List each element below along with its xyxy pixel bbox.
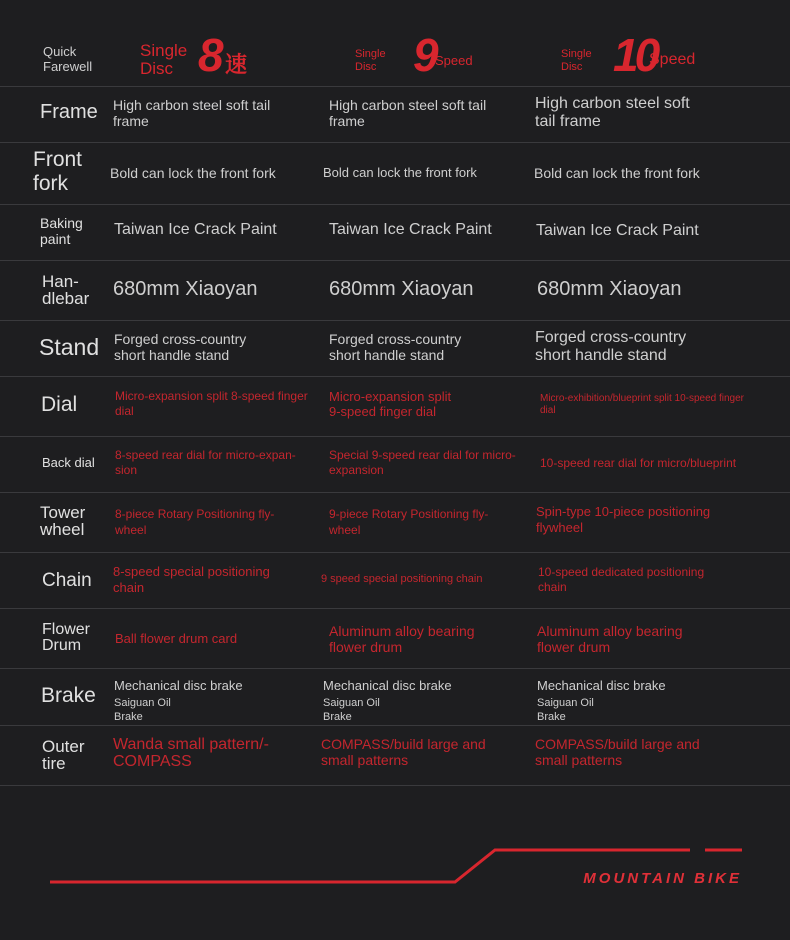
row-dial bbox=[0, 376, 790, 436]
row-label: Frame bbox=[40, 101, 98, 123]
cell-8-speed-alt: Saiguan Oil Brake bbox=[114, 697, 171, 723]
cell-9-speed: COMPASS/build large and small patterns bbox=[321, 736, 486, 768]
row-frame bbox=[0, 86, 790, 142]
cell-8-speed: Micro-expansion split 8-speed finger dial bbox=[115, 389, 308, 418]
cell-10-speed: Mechanical disc brake bbox=[537, 678, 666, 693]
cell-8-speed: Mechanical disc brake bbox=[114, 678, 243, 693]
cell-8-speed: 8-speed rear dial for micro-expan- sion bbox=[115, 448, 296, 477]
row-label: Tower wheel bbox=[40, 503, 86, 539]
table-bottom-border bbox=[0, 785, 790, 786]
row-stand bbox=[0, 320, 790, 376]
cell-9-speed-alt: Saiguan Oil Brake bbox=[323, 697, 380, 723]
row-outer-tire bbox=[0, 725, 790, 785]
cell-9-speed: Taiwan Ice Crack Paint bbox=[329, 221, 492, 238]
cell-10-speed: COMPASS/build large and small patterns bbox=[535, 736, 700, 768]
header-label: Quick Farewell bbox=[43, 44, 93, 74]
cell-8-speed: Taiwan Ice Crack Paint bbox=[114, 221, 277, 238]
row-label: Stand bbox=[39, 334, 100, 360]
row-label: Baking paint bbox=[40, 215, 83, 247]
row-label: Brake bbox=[41, 684, 96, 707]
row-baking-paint bbox=[0, 204, 790, 260]
cell-8-speed: Wanda small pattern/- COMPASS bbox=[113, 736, 269, 770]
spec-header bbox=[0, 0, 790, 86]
row-label: Han- dlebar bbox=[42, 272, 90, 308]
cell-9-speed: 9-piece Rotary Positioning fly- wheel bbox=[329, 507, 489, 537]
header-col-8-number: 8 bbox=[198, 29, 224, 81]
cell-10-speed: Bold can lock the front fork bbox=[534, 165, 700, 181]
cell-9-speed: Bold can lock the front fork bbox=[323, 165, 477, 180]
header-col-10-speed bbox=[561, 30, 721, 80]
header-col-9-suffix: Speed bbox=[435, 53, 473, 68]
cell-9-speed: Micro-expansion split 9-speed finger dial bbox=[329, 389, 452, 419]
row-front-fork bbox=[0, 142, 790, 204]
row-label: Dial bbox=[41, 393, 78, 416]
header-col-9-speed bbox=[355, 30, 505, 80]
header-col-10-disc: Single Disc bbox=[561, 48, 592, 73]
footer-mountain-bike-text: MOUNTAIN BIKE bbox=[583, 870, 742, 887]
header-col-8-suffix: 速 bbox=[225, 52, 248, 77]
footer bbox=[0, 840, 790, 900]
row-tower-wheel bbox=[0, 492, 790, 552]
header-col-10-number: 10 bbox=[613, 29, 657, 81]
row-handlebar bbox=[0, 260, 790, 320]
cell-10-speed: High carbon steel soft tail frame bbox=[535, 95, 690, 130]
header-col-8-disc: Single Disc bbox=[140, 41, 188, 78]
cell-9-speed: Special 9-speed rear dial for micro- expansion bbox=[329, 448, 516, 477]
cell-9-speed: Mechanical disc brake bbox=[323, 678, 452, 693]
row-flower-drum bbox=[0, 608, 790, 668]
cell-8-speed: 8-speed special positioning chain bbox=[113, 564, 270, 595]
cell-10-speed: Spin-type 10-piece positioning flywheel bbox=[536, 504, 711, 535]
cell-8-speed: 8-piece Rotary Positioning fly- wheel bbox=[115, 507, 275, 537]
cell-8-speed: Forged cross-country short handle stand bbox=[114, 331, 247, 363]
header-col-8-speed bbox=[140, 30, 310, 80]
row-back-dial bbox=[0, 436, 790, 492]
cell-9-speed: Aluminum alloy bearing flower drum bbox=[329, 623, 475, 655]
cell-10-speed: 680mm Xiaoyan bbox=[537, 278, 682, 300]
cell-8-speed: 680mm Xiaoyan bbox=[113, 278, 258, 300]
row-brake bbox=[0, 668, 790, 725]
header-col-10-suffix: Speed bbox=[649, 51, 696, 68]
cell-9-speed: Forged cross-country short handle stand bbox=[329, 331, 462, 363]
header-col-9-number: 9 bbox=[413, 29, 439, 81]
cell-9-speed: 680mm Xiaoyan bbox=[329, 278, 474, 300]
row-label: Flower Drum bbox=[42, 621, 91, 654]
cell-9-speed: 9 speed special positioning chain bbox=[321, 573, 483, 585]
header-col-9-disc: Single Disc bbox=[355, 48, 386, 73]
cell-10-speed: Forged cross-country short handle stand bbox=[535, 329, 687, 364]
cell-8-speed: Ball flower drum card bbox=[115, 631, 238, 646]
cell-10-speed: Taiwan Ice Crack Paint bbox=[536, 222, 699, 239]
row-label: Back dial bbox=[42, 455, 95, 470]
cell-10-speed: 10-speed dedicated positioning chain bbox=[538, 565, 705, 594]
row-label: Chain bbox=[42, 570, 92, 591]
cell-10-speed: Micro-exhibition/blueprint split 10-speed finger dial bbox=[540, 393, 744, 416]
cell-10-speed: 10-speed rear dial for micro/blueprint bbox=[540, 456, 737, 470]
row-label: Front fork bbox=[33, 148, 83, 195]
cell-10-speed-alt: Saiguan Oil Brake bbox=[537, 697, 594, 723]
row-chain bbox=[0, 552, 790, 608]
cell-8-speed: Bold can lock the front fork bbox=[110, 165, 276, 181]
cell-9-speed: High carbon steel soft tail frame bbox=[329, 97, 487, 129]
row-label: Outer tire bbox=[42, 737, 85, 773]
cell-8-speed: High carbon steel soft tail frame bbox=[113, 97, 271, 129]
cell-10-speed: Aluminum alloy bearing flower drum bbox=[537, 623, 683, 655]
